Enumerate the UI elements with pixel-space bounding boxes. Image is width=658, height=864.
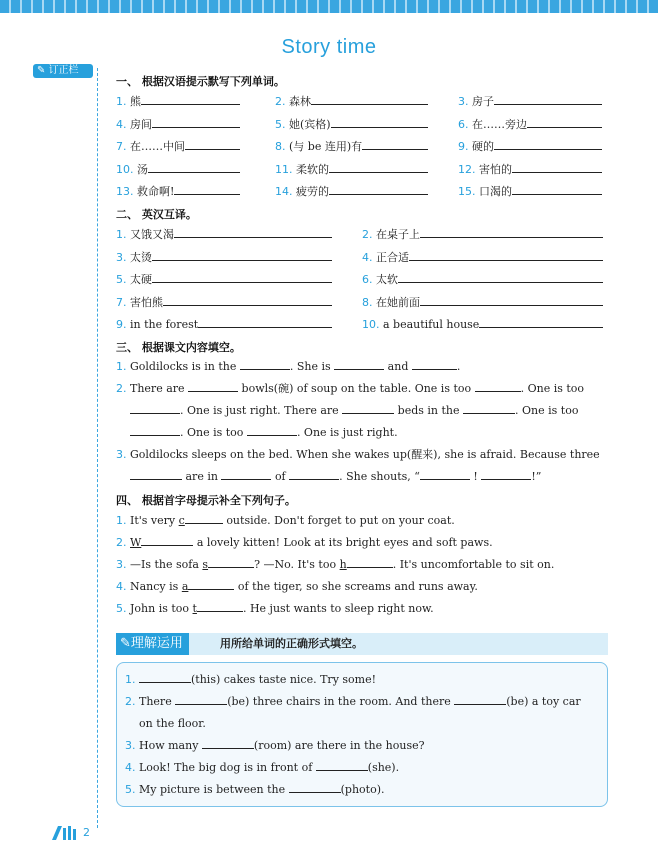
answer-blank[interactable]: [174, 183, 239, 195]
s4-q2: 2. W a lovely kitten! Look at its bright eyes and soft paws.: [116, 536, 493, 549]
section4-heading: 四、 根据首字母提示补全下列句子。: [116, 494, 296, 507]
s2-item: 9. in the forest: [116, 316, 336, 332]
s3-q2-cont1: . One is just right. There are beds in the . One is too: [116, 400, 608, 422]
section2-heading: 二、 英汉互译。: [116, 208, 197, 221]
answer-blank[interactable]: [409, 249, 603, 261]
answer-blank[interactable]: [494, 93, 602, 105]
answer-blank[interactable]: [185, 138, 240, 150]
s4-q4: 4. Nancy is a of the tiger, so she screams and runs away.: [116, 580, 478, 593]
app-q5: 5. My picture is between the (photo).: [125, 783, 385, 796]
app-q1: 1. (this) cakes taste nice. Try some!: [125, 673, 377, 686]
answer-blank[interactable]: [512, 183, 602, 195]
app-q2-cont: on the floor.: [139, 717, 206, 730]
s4-q1: 1. It's very c outside. Don't forget to put on your coat.: [116, 514, 455, 527]
section3-questions: [116, 356, 608, 488]
s1-item: 14. 疲劳的: [275, 183, 432, 199]
answer-blank[interactable]: [329, 183, 428, 195]
answer-blank[interactable]: [527, 116, 602, 128]
answer-blank[interactable]: [152, 271, 332, 283]
app-q4: 4. Look! The big dog is in front of (she).: [125, 761, 400, 774]
s4-q3: 3. —Is the sofa s ? —No. It's too h . It's uncomfortable to sit on.: [116, 558, 555, 571]
answer-blank[interactable]: [152, 249, 332, 261]
margin-divider: [97, 68, 98, 828]
s1-item: 4. 房间: [116, 116, 244, 132]
s2-item: 3. 太烫: [116, 249, 336, 265]
s2-item: 7. 害怕熊: [116, 294, 336, 310]
s3-q2: 2. There are bowls(碗) of soup on the table. One is too . One is too: [116, 382, 585, 395]
s3-q3-cont: are in of . She shouts, “ ! !”: [116, 466, 608, 488]
answer-blank[interactable]: [494, 138, 602, 150]
s1-item: 3. 房子: [458, 93, 606, 109]
page-title: Story time: [281, 36, 377, 58]
s2-item: 4. 正合适: [362, 249, 607, 265]
s2-item: 10. a beautiful house: [362, 316, 607, 332]
s1-item: 12. 害怕的: [458, 161, 606, 177]
s1-item: 7. 在……中间: [116, 138, 244, 154]
section3-heading: 三、 根据课文内容填空。: [116, 341, 241, 354]
s1-item: 10. 汤: [116, 161, 244, 177]
answer-blank[interactable]: [420, 226, 603, 238]
answer-blank[interactable]: [311, 93, 428, 105]
answer-blank[interactable]: [512, 161, 602, 173]
answer-blank[interactable]: [362, 138, 427, 150]
s1-item: 11. 柔软的: [275, 161, 432, 177]
s1-item: 2. 森林: [275, 93, 432, 109]
application-box: [116, 662, 608, 807]
s3-q3: 3. Goldilocks sleeps on the bed. When she wakes up(醒来), she is afraid. Because three: [116, 448, 600, 461]
s1-item: 5. 她(宾格): [275, 116, 432, 132]
app-q2: 2. There (be) three chairs in the room. And there (be) a toy car: [125, 695, 581, 708]
application-header: [116, 633, 608, 655]
section1-heading: 一、 根据汉语提示默写下列单词。: [116, 75, 285, 88]
s1-item: 15. 口渴的: [458, 183, 606, 199]
answer-blank[interactable]: [398, 271, 603, 283]
answer-blank[interactable]: [331, 116, 428, 128]
correction-column-badge: ✎ 订正栏: [33, 64, 93, 78]
answer-blank[interactable]: [420, 294, 603, 306]
s1-item: 9. 硬的: [458, 138, 606, 154]
s1-item: 8. (与 be 连用)有: [275, 138, 432, 154]
section4-questions: [116, 510, 608, 620]
s2-item: 6. 太软: [362, 271, 607, 287]
answer-blank[interactable]: [152, 116, 240, 128]
answer-blank[interactable]: [148, 161, 240, 173]
s4-q5: 5. John is too t . He just wants to sleep right now.: [116, 602, 434, 615]
answer-blank[interactable]: [141, 93, 240, 105]
s1-item: 13. 救命啊!: [116, 183, 244, 199]
top-border: [0, 0, 658, 13]
answer-blank[interactable]: [198, 316, 331, 328]
s2-item: 8. 在她前面: [362, 294, 607, 310]
book-logo-icon: [52, 826, 76, 840]
s3-q1: 1. Goldilocks is in the . She is and .: [116, 360, 461, 373]
s2-item: 1. 又饿又渴: [116, 226, 336, 242]
pencil-icon: ✎: [120, 636, 131, 651]
answer-blank[interactable]: [163, 294, 332, 306]
answer-blank[interactable]: [329, 161, 428, 173]
answer-blank[interactable]: [479, 316, 602, 328]
page-number: 2: [83, 826, 90, 839]
app-q3: 3. How many (room) are there in the house?: [125, 739, 425, 752]
s3-q2-cont2: . One is too . One is just right.: [116, 422, 608, 444]
application-tag: ✎理解运用: [116, 633, 189, 655]
s1-item: 1. 熊: [116, 93, 244, 109]
application-instruction: 用所给单词的正确形式填空。: [220, 637, 363, 650]
s2-item: 2. 在桌子上: [362, 226, 607, 242]
s1-item: 6. 在……旁边: [458, 116, 606, 132]
answer-blank[interactable]: [174, 226, 332, 238]
s2-item: 5. 太硬: [116, 271, 336, 287]
